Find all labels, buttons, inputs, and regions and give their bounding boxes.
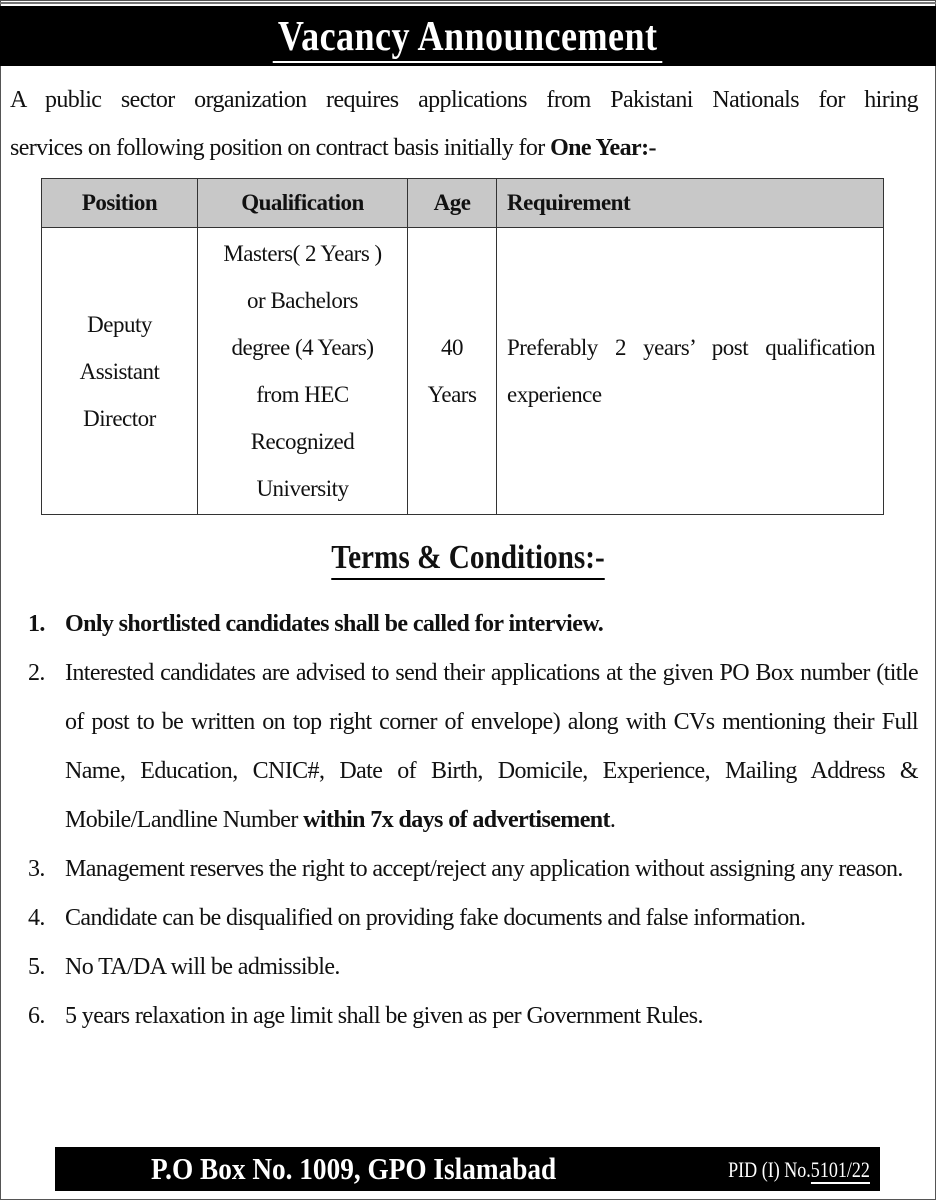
terms-heading-wrap xyxy=(0,538,936,580)
pid-reference xyxy=(728,1155,870,1185)
terms-heading: Terms & Conditions:- xyxy=(331,538,604,580)
term-number: 4. xyxy=(28,905,45,931)
cell-age xyxy=(408,228,497,515)
po-box-address: P.O Box No. 1009, GPO Islamabad xyxy=(151,1151,557,1186)
position-line: Deputy xyxy=(87,311,152,337)
header-requirement: Requirement xyxy=(497,179,884,228)
term-text: Management reserves the right to accept/reject any application without assigning any reason. xyxy=(65,856,903,882)
header-age: Age xyxy=(408,179,497,228)
qualification-line: or Bachelors xyxy=(247,288,358,313)
terms-list xyxy=(0,600,918,1041)
top-rule xyxy=(0,2,936,4)
cell-requirement: Preferably 2 years’ post qualification experience xyxy=(497,228,884,515)
term-text: 5 years relaxation in age limit shall be given as per Government Rules. xyxy=(65,1003,703,1029)
qualification-line: Masters( 2 Years ) xyxy=(223,241,382,266)
age-unit: Years xyxy=(427,382,477,407)
term-number: 6. xyxy=(28,1003,45,1029)
page-title: Vacancy Announcement xyxy=(273,13,663,63)
qualification-line: Recognized xyxy=(250,429,355,454)
term-text: Candidate can be disqualified on providing fake documents and false information. xyxy=(65,905,806,931)
vacancy-table xyxy=(41,178,884,515)
term-number: 1. xyxy=(28,611,45,637)
intro-paragraph xyxy=(10,76,918,172)
qualification-line: University xyxy=(256,476,349,501)
pid-prefix: PID (I) No. xyxy=(728,1157,811,1182)
term-number: 5. xyxy=(28,954,45,980)
term-item xyxy=(0,943,918,992)
header-position: Position xyxy=(42,179,198,228)
header-qualification: Qualification xyxy=(198,179,408,228)
pid-number: 5101/22 xyxy=(810,1157,870,1182)
term-number: 3. xyxy=(28,856,45,882)
cell-qualification xyxy=(198,228,408,515)
position-line: Director xyxy=(83,405,156,431)
qualification-line: from HEC xyxy=(256,382,349,407)
term-text: Only shortlisted candidates shall be called for interview. xyxy=(65,611,604,637)
title-banner xyxy=(0,6,936,66)
term-text: No TA/DA will be admissible. xyxy=(65,954,340,980)
qualification-line: degree (4 Years) xyxy=(231,335,374,360)
term-item xyxy=(0,894,918,943)
table-row xyxy=(42,228,884,515)
term-text: Interested candidates are advised to send their applications at the given PO Box number (title of post to be written on top right corner of envelope) along with CVs mentioning their Full Name, Education, CNIC#, Date of Birth, Domicile, Experience, Mailing Address & Mobile/Landline Number xyxy=(65,660,918,833)
term-item xyxy=(0,600,918,649)
term-number: 2. xyxy=(28,660,45,686)
intro-line-2-text: services on following position on contract basis initially for xyxy=(10,135,551,161)
contract-duration: One Year:- xyxy=(550,135,656,161)
age-value: 40 xyxy=(441,335,463,360)
intro-line-2 xyxy=(10,124,918,172)
term-deadline: within 7x days of advertisement xyxy=(303,807,610,833)
table-header-row xyxy=(42,179,884,228)
term-item xyxy=(0,649,918,845)
position-line: Assistant xyxy=(79,358,160,384)
cell-position xyxy=(42,228,198,515)
term-item xyxy=(0,992,918,1041)
intro-line-1: A public sector organization requires applications from Pakistani Nationals for hiring xyxy=(10,87,918,113)
footer-banner xyxy=(55,1147,880,1191)
term-item xyxy=(0,845,918,894)
term-text-tail: . xyxy=(609,807,616,833)
